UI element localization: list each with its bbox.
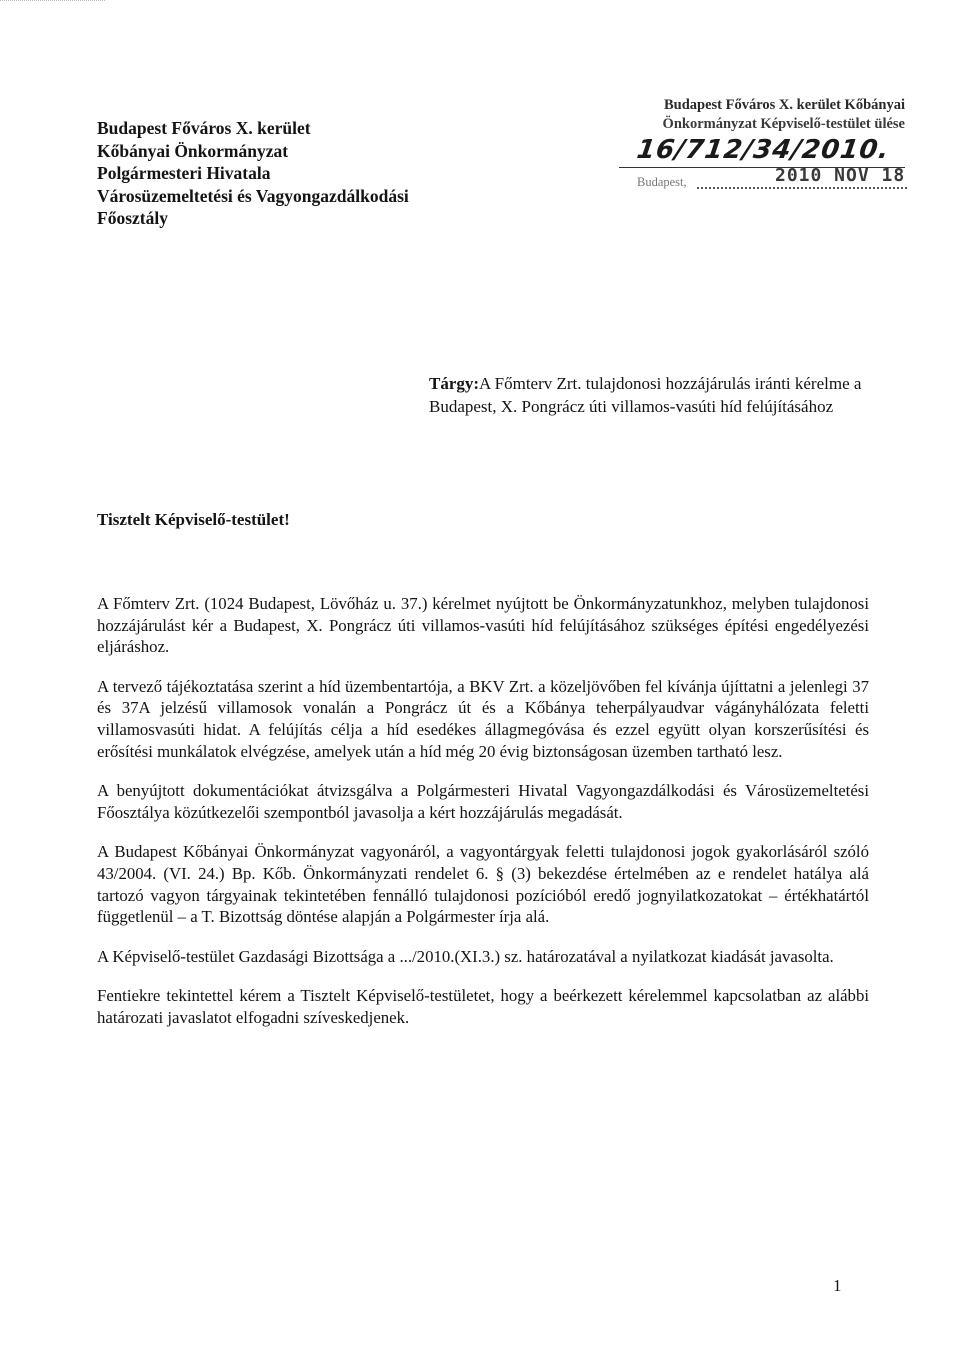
sender-line: Budapest Főváros X. kerület xyxy=(97,118,311,138)
sender-block xyxy=(97,117,409,230)
body-paragraph: A benyújtott dokumentációkat átvizsgálva a Polgármesteri Hivatal Vagyongazdálkodási és Városüzemeltetési Főosztálya közútkezelői szempontból javasolja a kért hozzájárulás megadását. xyxy=(97,781,869,822)
subject-text: A Főmterv Zrt. tulajdonosi hozzájárulás iránti kérelme a Budapest, X. Pongrácz úti villamos-vasúti híd felújításához xyxy=(429,374,862,416)
body-paragraph: A Képviselő-testület Gazdasági Bizottsága a .../2010.(XI.3.) sz. határozatával a nyilatkozat kiadását javasolta. xyxy=(97,946,834,966)
sender-line: Főosztály xyxy=(97,208,168,228)
body-paragraph: A Budapest Kőbányai Önkormányzat vagyonáról, a vagyontárgyak feletti tulajdonosi jogok gyakorlásáról szóló 43/2004. (VI. 24.) Bp. Kőb. Önkormányzati rendelet 6. § (3) bekezdése értelmében az e rendelet hatálya alá tartozó vagyon tárgyainak tekintetében fennálló tulajdonosi pozícióból eredő jognyilatkozatokat – értékhatártól függetlenül – a T. Bizottság döntése alapján a Polgármester írja alá. xyxy=(97,842,869,927)
registration-number: 16/712/34/2010. xyxy=(634,135,892,165)
stamp-header-line-1: Budapest Főváros X. kerület Kőbányai xyxy=(663,97,905,113)
registration-stamp xyxy=(597,97,907,212)
body-paragraph: Fentiekre tekintettel kérem a Tisztelt Képviselő-testületet, hogy a beérkezett kérelemmel kapcsolatban az alábbi határozati javaslatot elfogadni szíveskedjenek. xyxy=(97,986,869,1027)
stamp-date: 2010 NOV 18 xyxy=(775,165,906,186)
stamp-header-line-2: Önkormányzat Képviselő-testület ülése xyxy=(662,116,905,132)
stamp-place: Budapest, xyxy=(637,175,687,189)
subject-block xyxy=(429,373,869,418)
sender-line: Polgármesteri Hivatala xyxy=(97,163,271,183)
page-number: 1 xyxy=(833,1276,842,1295)
letter-body xyxy=(97,593,869,1047)
body-paragraph: A tervező tájékoztatása szerint a híd üzembentartója, a BKV Zrt. a közeljövőben fel kívánja újíttatni a jelenlegi 37 és 37A jelzésű villamosok vonalán a Pongrácz út és a Kőbánya teherpályaudvar vágányhálózata feletti villamosvasúti hidat. A felújítás célja a híd esedékes állagmegóvása és ezzel együtt olyan korszerűsítési és erősítési munkálatok elvégzése, amelyek után a híd még 20 évig biztonságosan üzemben tartható lesz. xyxy=(97,676,869,761)
scan-edge-mark xyxy=(0,0,105,1)
subject-label: Tárgy: xyxy=(429,374,480,393)
sender-line: Kőbányai Önkormányzat xyxy=(97,140,289,161)
greeting: Tisztelt Képviselő-testület! xyxy=(97,510,290,529)
body-paragraph: A Főmterv Zrt. (1024 Budapest, Lövőház u. 37.) kérelmet nyújtott be Önkormányzatunkhoz, melyben tulajdonosi hozzájárulást kér a Budapest, X. Pongrácz úti villamos-vasúti híd felújításához szükséges építési engedélyezési eljáráshoz. xyxy=(97,594,869,657)
stamp-dotted-line xyxy=(697,187,907,189)
sender-line: Városüzemeltetési és Vagyongazdálkodási xyxy=(97,185,409,206)
